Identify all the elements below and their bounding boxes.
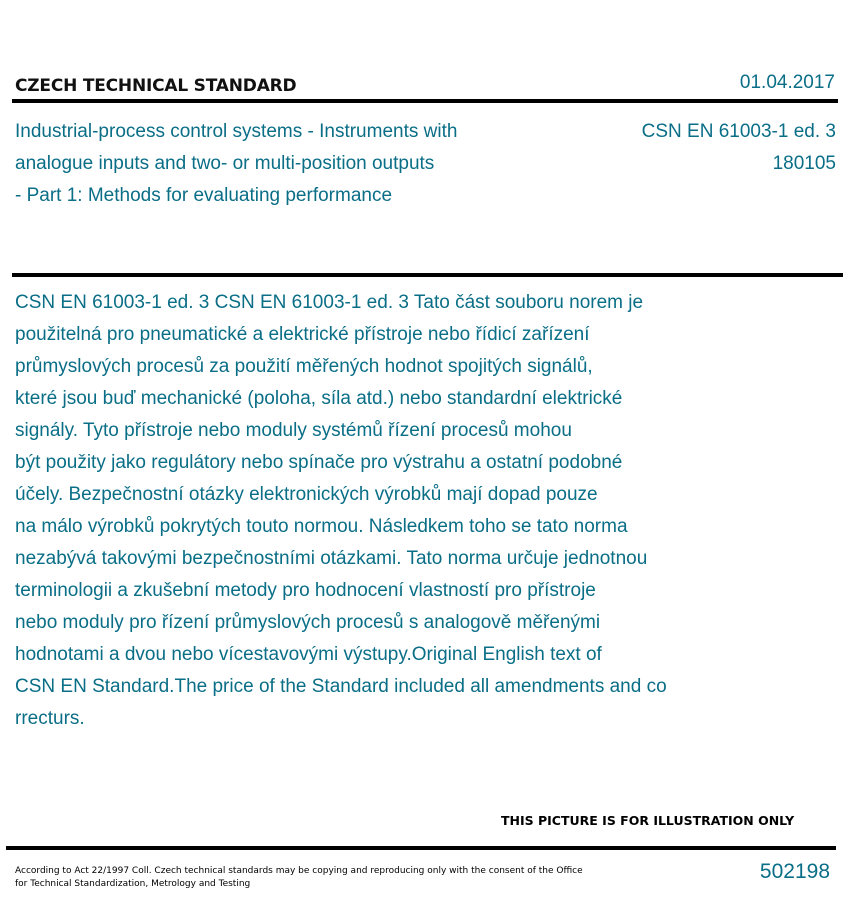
description-line: nebo moduly pro řízení průmyslových procesů s analogově měřenými: [15, 612, 601, 633]
title-divider: [12, 273, 843, 277]
description-line: signály. Tyto přístroje nebo moduly systémů řízení procesů mohou: [15, 420, 572, 441]
description-line: CSN EN 61003-1 ed. 3 CSN EN 61003-1 ed. 3 Tato část souboru norem je: [15, 292, 644, 313]
catalog-number: 180105: [772, 153, 836, 174]
description-line: terminologii a zkušební metody pro hodnocení vlastností pro přístroje: [15, 580, 596, 601]
description-line: rrecturs.: [15, 708, 85, 729]
publication-date: 01.04.2017: [739, 72, 835, 93]
copyright-note: [15, 865, 605, 891]
document-id: 502198: [759, 860, 830, 883]
description-line: na málo výrobků pokrytých touto normou. Následkem toho se tato norma: [15, 516, 628, 537]
illustration-notice: THIS PICTURE IS FOR ILLUSTRATION ONLY: [501, 813, 795, 828]
standard-description: [15, 287, 775, 735]
copyright-note-line: According to Act 22/1997 Coll. Czech technical standards may be copying and reproducing only with the consent of the Office: [15, 866, 583, 876]
description-line: které jsou buď mechanické (poloha, síla atd.) nebo standardní elektrické: [15, 388, 623, 409]
standard-title-line: - Part 1: Methods for evaluating performance: [15, 185, 393, 206]
description-line: průmyslových procesů za použití měřených hodnot spojitých signálů,: [15, 356, 593, 377]
standard-code: CSN EN 61003-1 ed. 3: [641, 121, 836, 142]
document-type-title: CZECH TECHNICAL STANDARD: [15, 76, 297, 96]
standard-title-line: analogue inputs and two- or multi-position outputs: [15, 153, 435, 174]
description-line: hodnotami a dvou nebo vícestavovými výstupy.Original English text of: [15, 644, 602, 665]
description-line: CSN EN Standard.The price of the Standard included all amendments and co: [15, 676, 667, 697]
description-line: nezabývá takovými bezpečnostními otázkami. Tato norma určuje jednotnou: [15, 548, 648, 569]
description-line: použitelná pro pneumatické a elektrické přístroje nebo řídicí zařízení: [15, 324, 590, 345]
copyright-note-line: for Technical Standardization, Metrology and Testing: [15, 879, 251, 889]
description-line: být použity jako regulátory nebo spínače pro výstrahu a ostatní podobné: [15, 452, 623, 473]
footer-divider: [6, 846, 836, 850]
description-line: účely. Bezpečnostní otázky elektronických výrobků mají dopad pouze: [15, 484, 598, 505]
header-divider: [12, 99, 838, 103]
standard-title: [15, 116, 575, 212]
standard-title-line: Industrial-process control systems - Instruments with: [15, 121, 458, 142]
standard-identifier: [642, 116, 836, 180]
